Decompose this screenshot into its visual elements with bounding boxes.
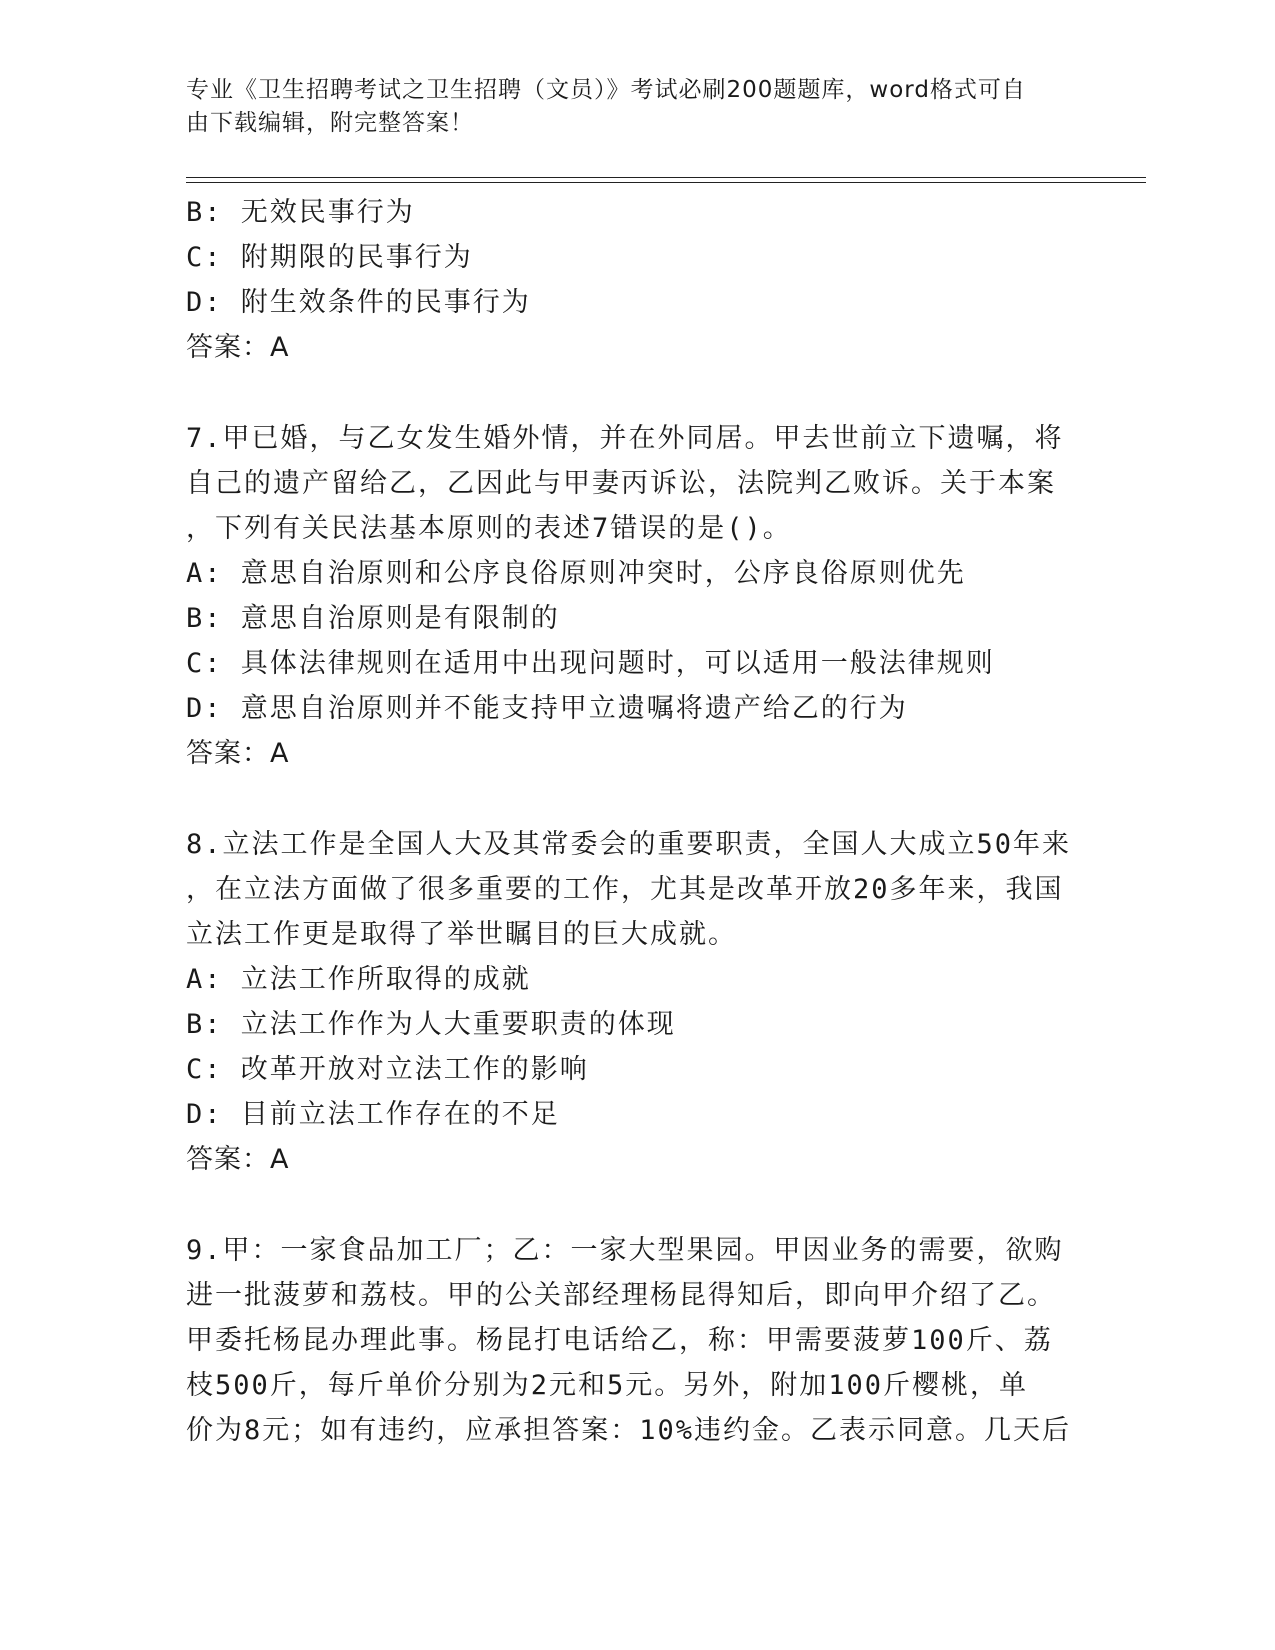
answer: 答案：A: [186, 738, 290, 769]
option-c: C: 具体法律规则在适用中出现问题时，可以适用一般法律规则: [186, 648, 995, 679]
option-a: A: 意思自治原则和公序良俗原则冲突时，公序良俗原则优先: [186, 558, 966, 589]
question-9: [186, 1228, 1086, 1453]
option-c: C: 附期限的民事行为: [186, 242, 473, 273]
question-stem-line: 8.立法工作是全国人大及其常委会的重要职责，全国人大成立50年来: [186, 829, 1072, 860]
option-b: B: 意思自治原则是有限制的: [186, 603, 560, 634]
answer: 答案：A: [186, 332, 290, 363]
header-rule-top: [186, 177, 1146, 178]
document-body: [186, 190, 1086, 1453]
option-d: D: 附生效条件的民事行为: [186, 287, 531, 318]
question-stem-line: 进一批菠萝和荔枝。甲的公关部经理杨昆得知后，即向甲介绍了乙。: [186, 1280, 1056, 1311]
option-b: B: 立法工作作为人大重要职责的体现: [186, 1009, 676, 1040]
option-b: B: 无效民事行为: [186, 197, 415, 228]
document-header: [186, 74, 1066, 140]
option-c: C: 改革开放对立法工作的影响: [186, 1054, 589, 1085]
question-stem-line: 甲委托杨昆办理此事。杨昆打电话给乙，称：甲需要菠萝100斤、荔: [186, 1325, 1053, 1356]
option-a: A: 立法工作所取得的成就: [186, 964, 531, 995]
question-8: [186, 822, 1086, 1182]
header-rule-bottom: [186, 182, 1146, 183]
question-stem-line: 立法工作更是取得了举世瞩目的巨大成就。: [186, 919, 737, 950]
question-7: [186, 416, 1086, 776]
question-stem-line: 7.甲已婚，与乙女发生婚外情，并在外同居。甲去世前立下遗嘱，将: [186, 423, 1064, 454]
option-d: D: 目前立法工作存在的不足: [186, 1099, 560, 1130]
question-stem-line: 自己的遗产留给乙，乙因此与甲妻丙诉讼，法院判乙败诉。关于本案: [186, 468, 1056, 499]
question-stem-line: ，在立法方面做了很多重要的工作，尤其是改革开放20多年来，我国: [186, 874, 1064, 905]
answer: 答案：A: [186, 1144, 290, 1175]
header-line-2: 由下载编辑，附完整答案！: [186, 110, 474, 136]
question-stem-line: 价为8元；如有违约，应承担答案：10%违约金。乙表示同意。几天后: [186, 1415, 1072, 1446]
question-stem-line: 枝500斤，每斤单价分别为2元和5元。另外，附加100斤樱桃，单: [186, 1370, 1029, 1401]
question-6: [186, 190, 1086, 370]
option-d: D: 意思自治原则并不能支持甲立遗嘱将遗产给乙的行为: [186, 693, 908, 724]
question-stem-line: 9.甲：一家食品加工厂；乙：一家大型果园。甲因业务的需要，欲购: [186, 1235, 1064, 1266]
question-stem-line: ，下列有关民法基本原则的表述7错误的是()。: [186, 513, 792, 544]
header-line-1: 专业《卫生招聘考试之卫生招聘（文员）》考试必刷200题题库，word格式可自: [186, 77, 1026, 103]
